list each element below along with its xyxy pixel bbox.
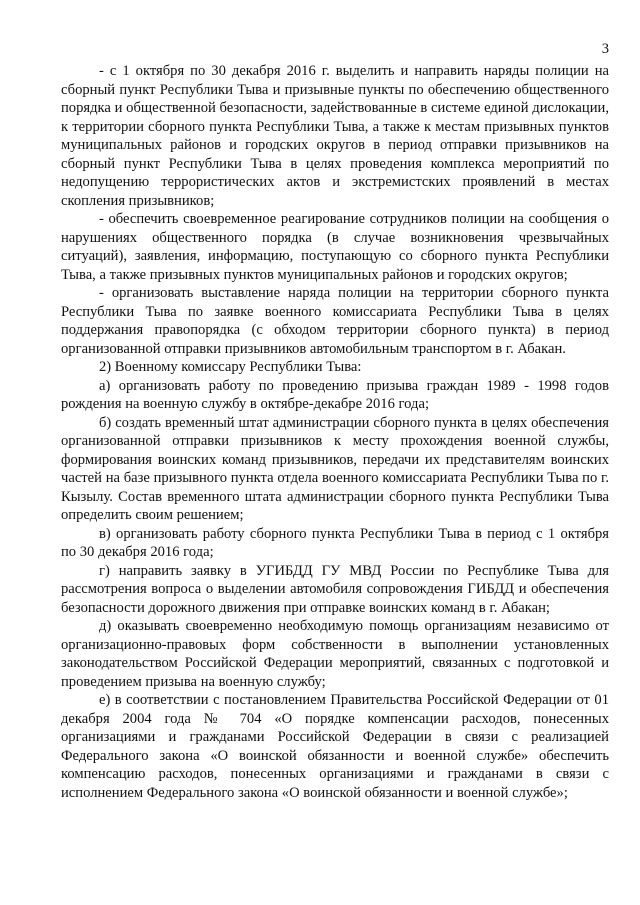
paragraph-item-v: в) организовать работу сборного пункта Республики Тыва в период с 1 октября по 30 декабря 2016 года; [61, 525, 609, 560]
paragraph-item-e: е) в соответствии с постановлением Правительства Российской Федерации от 01 декабря 2004 года № 704 «О порядке компенсации расходов, понесенных организациями и гражданами Российской Федерации в связи с реализацией Федерального закона «О воинской обязанности и военной службе» обеспечить компенсацию расходов, понесенных организациями и гражданами в связи с исполнением Федерального закона «О воинской обязанности и военной службе»; [61, 692, 609, 801]
paragraph-item-a: а) организовать работу по проведению призыва граждан 1989 - 1998 годов рождения на военную службу в октябре-декабре 2016 года; [61, 377, 609, 412]
paragraph-police-guard: - организовать выставление наряда полиции на территории сборного пункта Республики Тыва по заявке военного комиссариата Республики Тыва в целях поддержания правопорядка (с обходом территории сборного пункта) в период организованной отправки призывников автомобильным транспортом в г. Абакан. [61, 285, 609, 357]
page-number: 3 [601, 41, 609, 57]
paragraph-military-commissar: 2) Военному комиссару Республики Тыва: [99, 359, 362, 375]
paragraph-police-response: - обеспечить своевременное реагирование сотрудников полиции на сообщения о нарушениях общественного порядка (в случае возникновения чрезвычайных ситуаций), заявления, информацию, поступающую со сборного пункта Республики Тыва, а также призывных пунктов муниципальных районов и городских округов; [61, 211, 609, 283]
paragraph-item-d: д) оказывать своевременно необходимую помощь организациям независимо от организационно-правовых форм собственности в выполнении установленных законодательством Российской Федерации мероприятий, связанных с подготовкой и проведением призыва на военную службу; [61, 618, 609, 690]
paragraph-item-b: б) создать временный штат администрации сборного пункта в целях обеспечения организованной отправки призывников к месту прохождения военной службы, формирования воинских команд призывников, передачи их представителям воинских частей на базе призывного пункта отдела военного комиссариата Республики Тыва по г. Кызылу. Состав временного штата администрации сборного пункта Республики Тыва определить своим решением; [61, 414, 609, 523]
paragraph-item-g: г) направить заявку в УГИБДД ГУ МВД России по Республике Тыва для рассмотрения вопроса о выделении автомобиля сопровождения ГИБДД и обеспечения безопасности дорожного движения при отправке воинских команд в г. Абакан; [61, 562, 609, 616]
paragraph-police-units: - с 1 октября по 30 декабря 2016 г. выделить и направить наряды полиции на сборный пункт Республики Тыва и призывные пункты по обеспечению общественного порядка и общественной безопасности, задействованные в системе единой дислокации, к территории сборного пункта Республики Тыва, а также к местам призывных пунктов муниципальных районов и городских округов в период отправки призывников на сборный пункт Республики Тыва в целях проведения комплекса мероприятий по недопущению террористических актов и экстремистских проявлений в местах скопления призывников; [61, 63, 609, 209]
